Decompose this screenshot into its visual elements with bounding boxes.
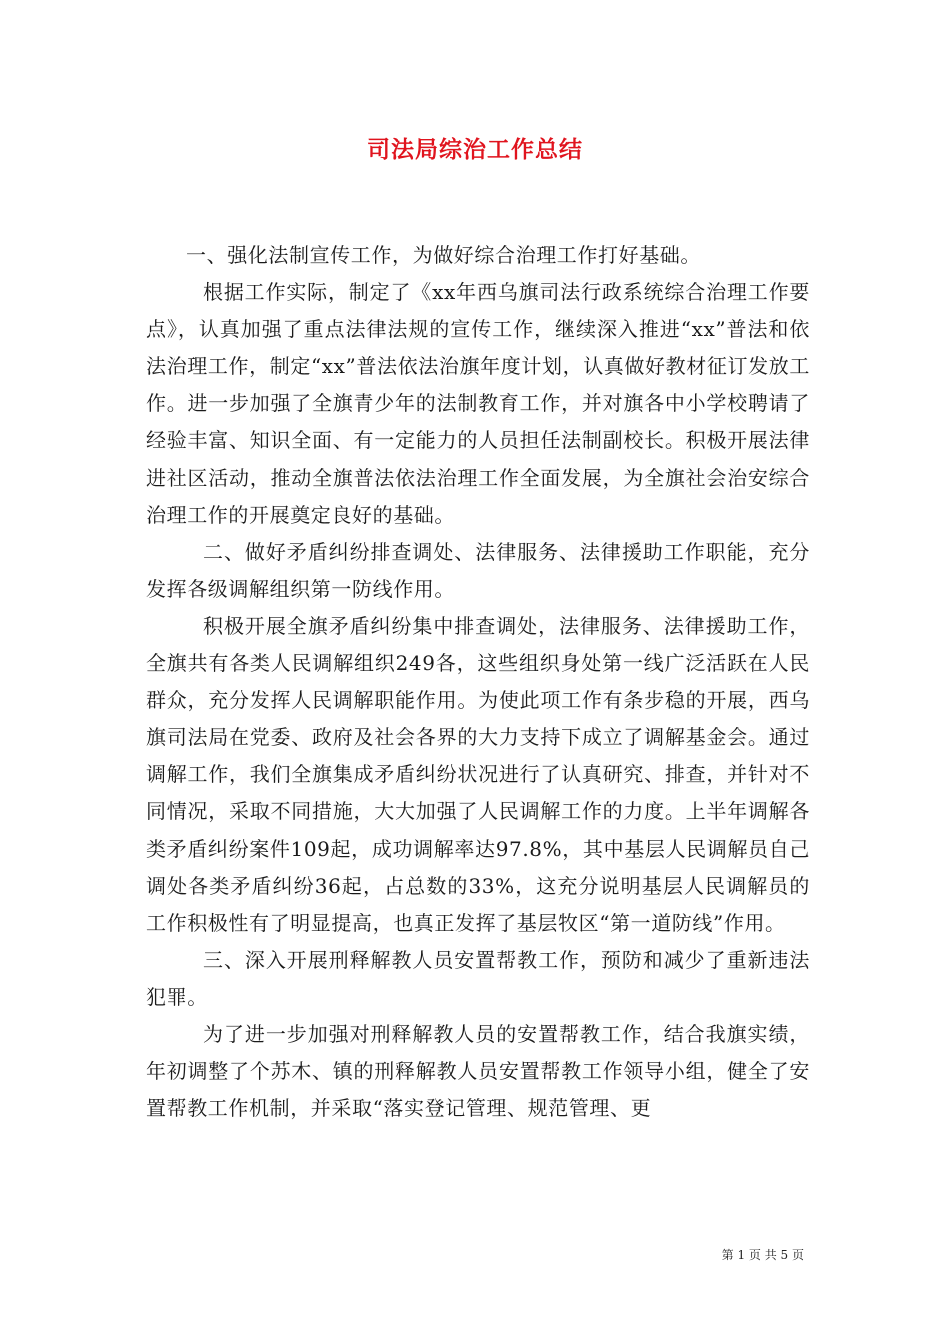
- paragraph-1: 根据工作实际，制定了《xx年西乌旗司法行政系统综合治理工作要点》，认真加强了重点法律法规的宣传工作，继续深入推进“xx”普法和依法治理工作，制定“xx”普法依法治旗年度计划，认真做好教材征订发放工作。进一步加强了全旗青少年的法制教育工作，并对旗各中小学校聘请了经验丰富、知识全面、有一定能力的人员担任法制副校长。积极开展法律进社区活动，推动全旗普法依法治理工作全面发展，为全旗社会治安综合治理工作的开展奠定良好的基础。: [146, 280, 810, 527]
- page-number: 第 1 页 共 5 页: [721, 1248, 804, 1262]
- section-heading-1: 一、强化法制宣传工作，为做好综合治理工作打好基础。: [186, 243, 701, 267]
- document-body: [146, 237, 810, 1127]
- document-title: 司法局综治工作总结: [367, 136, 583, 163]
- paragraph-2: 积极开展全旗矛盾纠纷集中排查调处，法律服务、法律援助工作，全旗共有各类人民调解组织249各，这些组织身处第一线广泛活跃在人民群众，充分发挥人民调解职能作用。为使此项工作有条步稳的开展，西乌旗司法局在党委、政府及社会各界的大力支持下成立了调解基金会。通过调解工作，我们全旗集成矛盾纠纷状况进行了认真研究、排查，并针对不同情况，采取不同措施，大大加强了人民调解工作的力度。上半年调解各类矛盾纠纷案件109起，成功调解率达97.8%，其中基层人民调解员自己调处各类矛盾纠纷36起，占总数的33%，这充分说明基层人民调解员的工作积极性有了明显提高，也真正发挥了基层牧区“第一道防线”作用。: [146, 613, 810, 935]
- paragraph-3: 为了进一步加强对刑释解教人员的安置帮教工作，结合我旗实绩，年初调整了个苏木、镇的刑释解教人员安置帮教工作领导小组，健全了安置帮教工作机制，并采取“落实登记管理、规范管理、更: [146, 1021, 810, 1121]
- section-heading-3: 三、深入开展刑释解教人员安置帮教工作，预防和减少了重新违法犯罪。: [146, 947, 810, 1009]
- section-heading-2: 二、做好矛盾纠纷排查调处、法律服务、法律援助工作职能，充分发挥各级调解组织第一防线作用。: [146, 539, 810, 601]
